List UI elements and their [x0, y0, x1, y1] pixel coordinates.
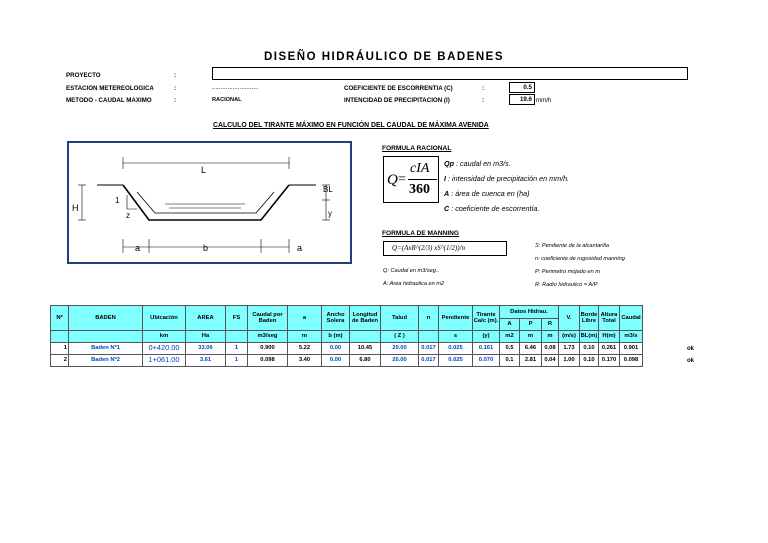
- col-R: R: [542, 319, 559, 331]
- unit-cell: m: [520, 331, 542, 343]
- colon: :: [174, 97, 177, 104]
- manning-note-a: A: Area hidraulica en m2: [383, 281, 445, 287]
- dim-y: y: [328, 209, 332, 218]
- unit-cell: m3/s: [620, 331, 643, 343]
- dim-H: H: [72, 203, 79, 213]
- intensidad-unit: mm/h: [536, 97, 552, 104]
- intensidad-field[interactable]: 19.6: [509, 94, 535, 105]
- colon: :: [482, 85, 485, 92]
- dim-a-right: a: [297, 243, 303, 253]
- cross-section-drawing: [69, 143, 350, 262]
- unit-cell: s: [439, 331, 473, 343]
- proyecto-field[interactable]: [212, 67, 688, 80]
- coef-field[interactable]: 0.5: [509, 82, 535, 93]
- legend-qp: Qp : caudal en m3/s.: [444, 159, 511, 168]
- units-row: [51, 331, 643, 343]
- col-caudal2: Caudal: [620, 306, 643, 331]
- col-talud: Talud: [381, 306, 419, 331]
- unit-cell: m3/seg: [248, 331, 288, 343]
- manning-formula: Q=(AxR^(2/3) xS^(1/2))/n: [383, 241, 507, 256]
- col-ubicacion: Ubicación: [143, 306, 186, 331]
- manning-note-q: Q: Caudal en m3/seg..: [383, 268, 439, 274]
- dim-b: b: [203, 243, 209, 253]
- proyecto-label: PROYECTO: [66, 72, 101, 79]
- col-altura: Altura Total: [599, 306, 620, 331]
- page-title: DISEÑO HIDRÁULICO DE BADENES: [263, 51, 505, 63]
- dim-BL: BL: [323, 185, 333, 194]
- calc-title: CALCULO DEL TIRANTE MÁXIMO EN FUNCIÓN DEL CAUDAL DE MÁXIMA AVENIDA: [213, 122, 489, 129]
- slope-one: 1: [115, 196, 120, 205]
- unit-cell: H(m): [599, 331, 620, 343]
- table-row: 2 Baden Nº2 1+061.00 3.61 1 0.098 3.40 0.00 6.80 20.00 0.017 0.025 0.070 0.1 2.81 0.04 1.00 0.10 0.170 0.098: [51, 355, 643, 367]
- col-n: Nº: [51, 306, 69, 331]
- unit-cell: b (m): [322, 331, 350, 343]
- baden-diagram: [67, 141, 352, 264]
- table-row: 1 Baden Nº1 0+420.00 33.06 1 0.900 5.22 0.00 10.45 20.00 0.017 0.025 0.161 0.5 6.46 0.08 1.73 0.10 0.261 0.901: [51, 343, 643, 355]
- col-caudal: Caudal por Baden: [248, 306, 288, 331]
- formula-q: Q: [387, 172, 398, 188]
- unit-cell: BL(m): [580, 331, 599, 343]
- col-P: P: [520, 319, 542, 331]
- col-borde: Borde Libre: [580, 306, 599, 331]
- colon: :: [482, 97, 485, 104]
- colon: :: [174, 85, 177, 92]
- formula-denominator: 360: [409, 182, 430, 197]
- manning-note-s: S: Pendiente de la alcantarilla: [535, 243, 610, 249]
- slope-z: z: [126, 211, 130, 220]
- metodo-label: METODO - CAUDAL MAXIMO: [66, 97, 152, 104]
- col-v: V.: [559, 306, 580, 331]
- manning-note-r: R: Radio hidraulico = A/P: [535, 282, 598, 288]
- metodo-value: RACIONAL: [212, 97, 242, 103]
- manning-title: FORMULA DE MANNING: [382, 230, 460, 237]
- intensidad-label: INTENCIDAD DE PRECIPITACION (I): [344, 97, 450, 104]
- unit-cell: m: [542, 331, 559, 343]
- racional-formula-box: [383, 156, 439, 203]
- formula-numerator: cIA: [410, 161, 430, 176]
- unit-cell: km: [143, 331, 186, 343]
- legend-i: I : intensidad de precipitación en mm/h.: [444, 174, 570, 183]
- manning-note-p: P: Perimetro mojado en m: [535, 269, 600, 275]
- estacion-value: ...........................: [212, 84, 259, 91]
- col-fs: FS: [226, 306, 248, 331]
- fraction-bar: [408, 179, 437, 180]
- col-tirante: Tirante Calc (m).: [473, 306, 500, 331]
- ok-flag: ok: [687, 346, 695, 352]
- coef-label: COEFICIENTE DE ESCORRENTIA (C): [344, 85, 453, 92]
- col-ancho: Ancho Solera: [322, 306, 350, 331]
- legend-c: C : coeficiente de escorrentía.: [444, 204, 540, 213]
- col-longitud: Longitud de Baden: [350, 306, 381, 331]
- col-datos: Datos Hidrau.: [500, 306, 559, 319]
- unit-cell: (y): [473, 331, 500, 343]
- col-A: A: [500, 319, 520, 331]
- formula-eq: =: [398, 172, 406, 187]
- baden-table: [50, 305, 643, 367]
- unit-cell: m: [288, 331, 322, 343]
- unit-cell: m2: [500, 331, 520, 343]
- unit-cell: Ha: [186, 331, 226, 343]
- col-a: a: [288, 306, 322, 331]
- col-pendiente: Pendiente: [439, 306, 473, 331]
- estacion-label: ESTACION METEREOLOGICA: [66, 85, 154, 92]
- dim-a-left: a: [135, 243, 141, 253]
- manning-note-n: n: coeficiente de rugosidad manning: [535, 256, 625, 262]
- unit-cell: ( Z ): [381, 331, 419, 343]
- legend-a: A : área de cuenca en (ha): [444, 189, 530, 198]
- colon: :: [174, 72, 177, 79]
- unit-cell: (m/s): [559, 331, 580, 343]
- col-baden: BADEN: [69, 306, 143, 331]
- col-n-coef: n: [419, 306, 439, 331]
- dim-L: L: [201, 165, 207, 175]
- ok-flag: ok: [687, 358, 695, 364]
- col-area: AREA: [186, 306, 226, 331]
- racional-title: FORMULA RACIONAL: [382, 145, 452, 152]
